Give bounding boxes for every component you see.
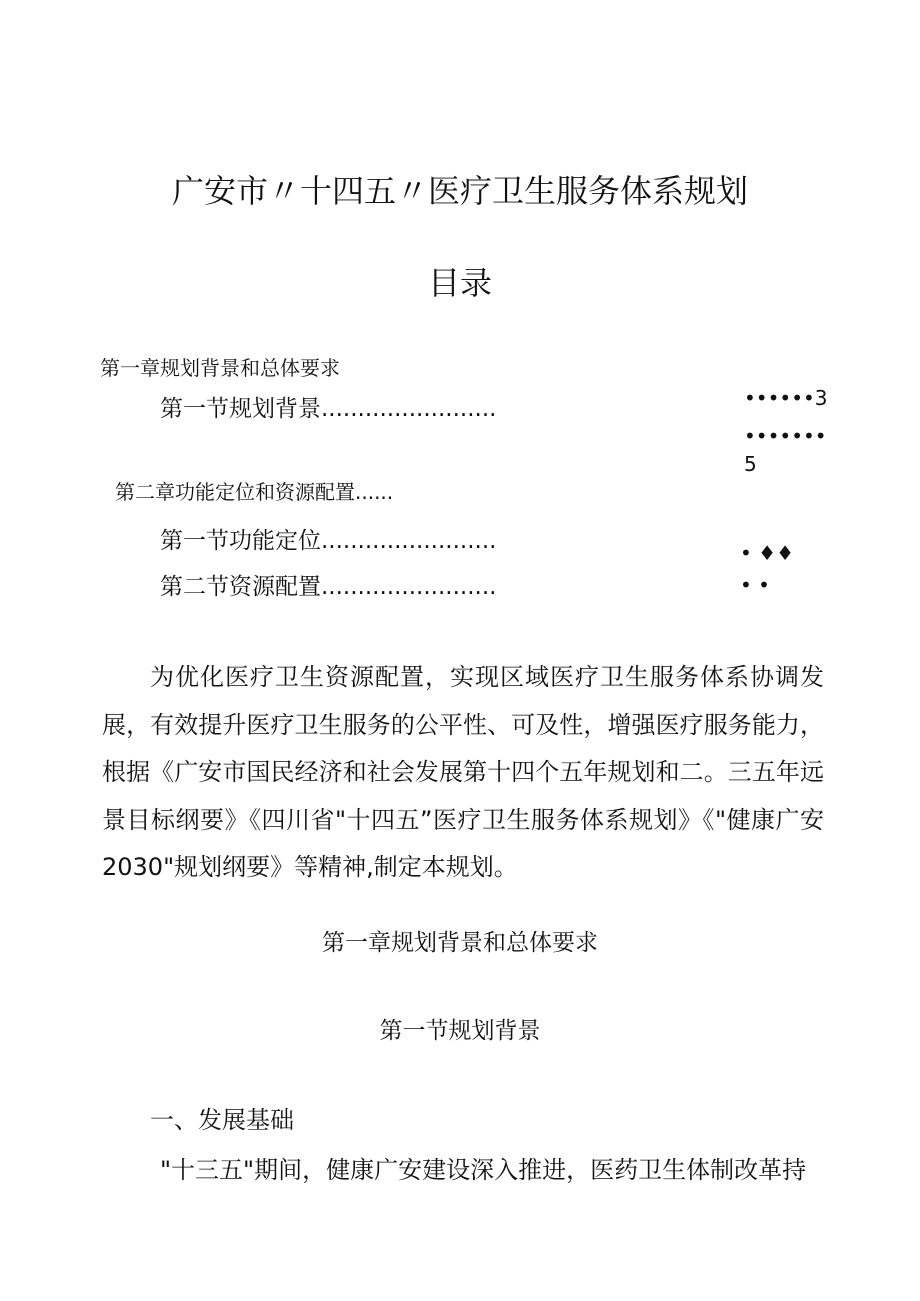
chapter-heading: 第一章规划背景和总体要求 [322, 930, 598, 956]
toc-entry-label: 第一节规划背景 [160, 396, 321, 422]
toc-page-number: 5 [744, 452, 757, 476]
toc-entry-ch2-section1 [160, 522, 496, 555]
toc-chapter-1: 第一章规划背景和总体要求 [100, 356, 340, 380]
toc-leader-continued: ••••••• [744, 424, 827, 448]
toc-entry-label: 第二节资源配置 [160, 574, 321, 600]
section-heading: 第一节规划背景 [379, 1018, 541, 1044]
toc-page-number: ••••••3 [744, 386, 828, 410]
toc-leader: ........................ [321, 528, 497, 554]
toc-heading: 目录 [427, 264, 492, 302]
toc-chapter-2: 第二章功能定位和资源配置...... [115, 480, 394, 504]
toc-leader: ........................ [321, 396, 497, 422]
toc-page-number: • ♦♦ [740, 541, 795, 565]
document-title: 广安市〃十四五〃医疗卫生服务体系规划 [171, 172, 748, 210]
toc-leader: ........................ [321, 574, 497, 600]
toc-entry-ch2-section2 [160, 568, 496, 601]
toc-entry-label: 第一节功能定位 [160, 528, 321, 554]
subheading: 一、发展基础 [150, 1106, 294, 1134]
toc-page-number: • • [740, 573, 770, 597]
intro-paragraph: 为优化医疗卫生资源配置，实现区域医疗卫生服务体系协调发展，有效提升医疗卫生服务的公平性、可及性，增强医疗服务能力，根据《广安市国民经济和社会发展第十四个五年规划和二。三五年远景目标纲要》《四川省"十四五”医疗卫生服务体系规划》《"健康广安2030"规划纲要》等精神,制定本规划。 [102, 663, 824, 881]
toc-entry-ch1-section1 [160, 390, 496, 423]
body-paragraph-start: "十三五"期间，健康广安建设深入推进，医药卫生体制改革持 [160, 1156, 807, 1184]
